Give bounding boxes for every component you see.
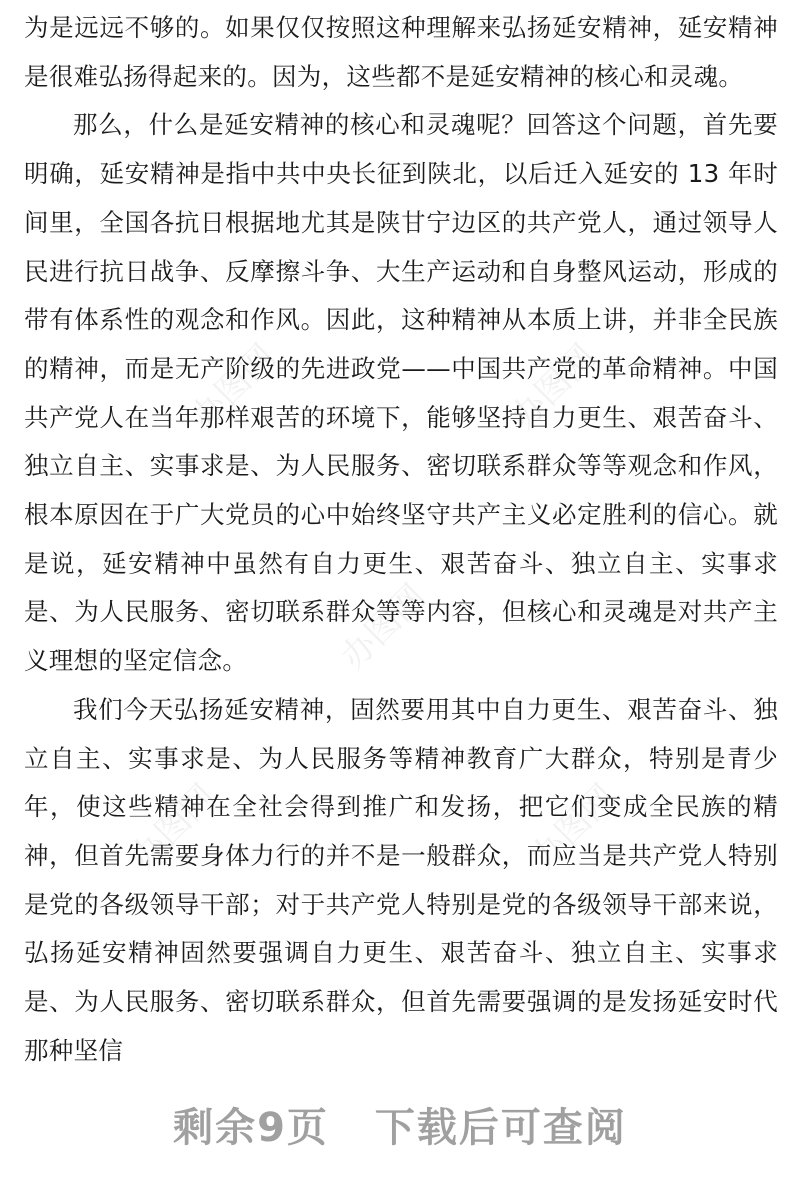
document-body: [24, 4, 778, 1075]
paragraph: 为是远远不够的。如果仅仅按照这种理解来弘扬延安精神，延安精神是很难弘扬得起来的。因为，这些都不是延安精神的核心和灵魂。: [24, 13, 778, 91]
watermark: 办图网: [333, 576, 434, 678]
paragraph: 我们今天弘扬延安精神，固然要用其中自力更生、艰苦奋斗、独立自主、实事求是、为人民服务等精神教育广大群众，特别是青少年，使这些精神在全社会得到推广和发扬，把它们变成全民族的精神，但首先需要身体力行的并不是一般群众，而应当是共产党人特别是党的各级领导干部；对于共产党人特别是党的各级领导干部来说，弘扬延安精神固然要强调自力更生、艰苦奋斗、独立自主、实事求是、为人民服务、密切联系群众，但首先需要强调的是发扬延安时代那种坚信: [24, 694, 778, 1065]
download-hint-label: 下载后可查阅: [374, 1105, 627, 1151]
watermark: 办图网: [183, 336, 284, 438]
remaining-pages-label: 剩余9页: [173, 1105, 329, 1151]
watermark: 办图网: [523, 776, 624, 878]
watermark: 办图网: [503, 336, 604, 438]
watermark: 办图网: [123, 776, 224, 878]
download-banner[interactable]: [0, 1096, 800, 1153]
paragraph: 那么，什么是延安精神的核心和灵魂呢？回答这个问题，首先要明确，延安精神是指中共中央长征到陕北，以后迁入延安的 13 年时间里，全国各抗日根据地尤其是陕甘宁边区的共产党人，通过领导人民进行抗日战争、反摩擦斗争、大生产运动和自身整风运动，形成的带有体系性的观念和作风。因此，这种精神从本质上讲，并非全民族的精神，而是无产阶级的先进政党——中国共产党的革命精神。中国共产党人在当年那样艰苦的环境下，能够坚持自力更生、艰苦奋斗、独立自主、实事求是、为人民服务、密切联系群众等等观念和作风，根本原因在于广大党员的心中始终坚守共产主义必定胜利的信心。就是说，延安精神中虽然有自力更生、艰苦奋斗、独立自主、实事求是、为人民服务、密切联系群众等等内容，但核心和灵魂是对共产主义理想的坚定信念。: [24, 110, 778, 676]
